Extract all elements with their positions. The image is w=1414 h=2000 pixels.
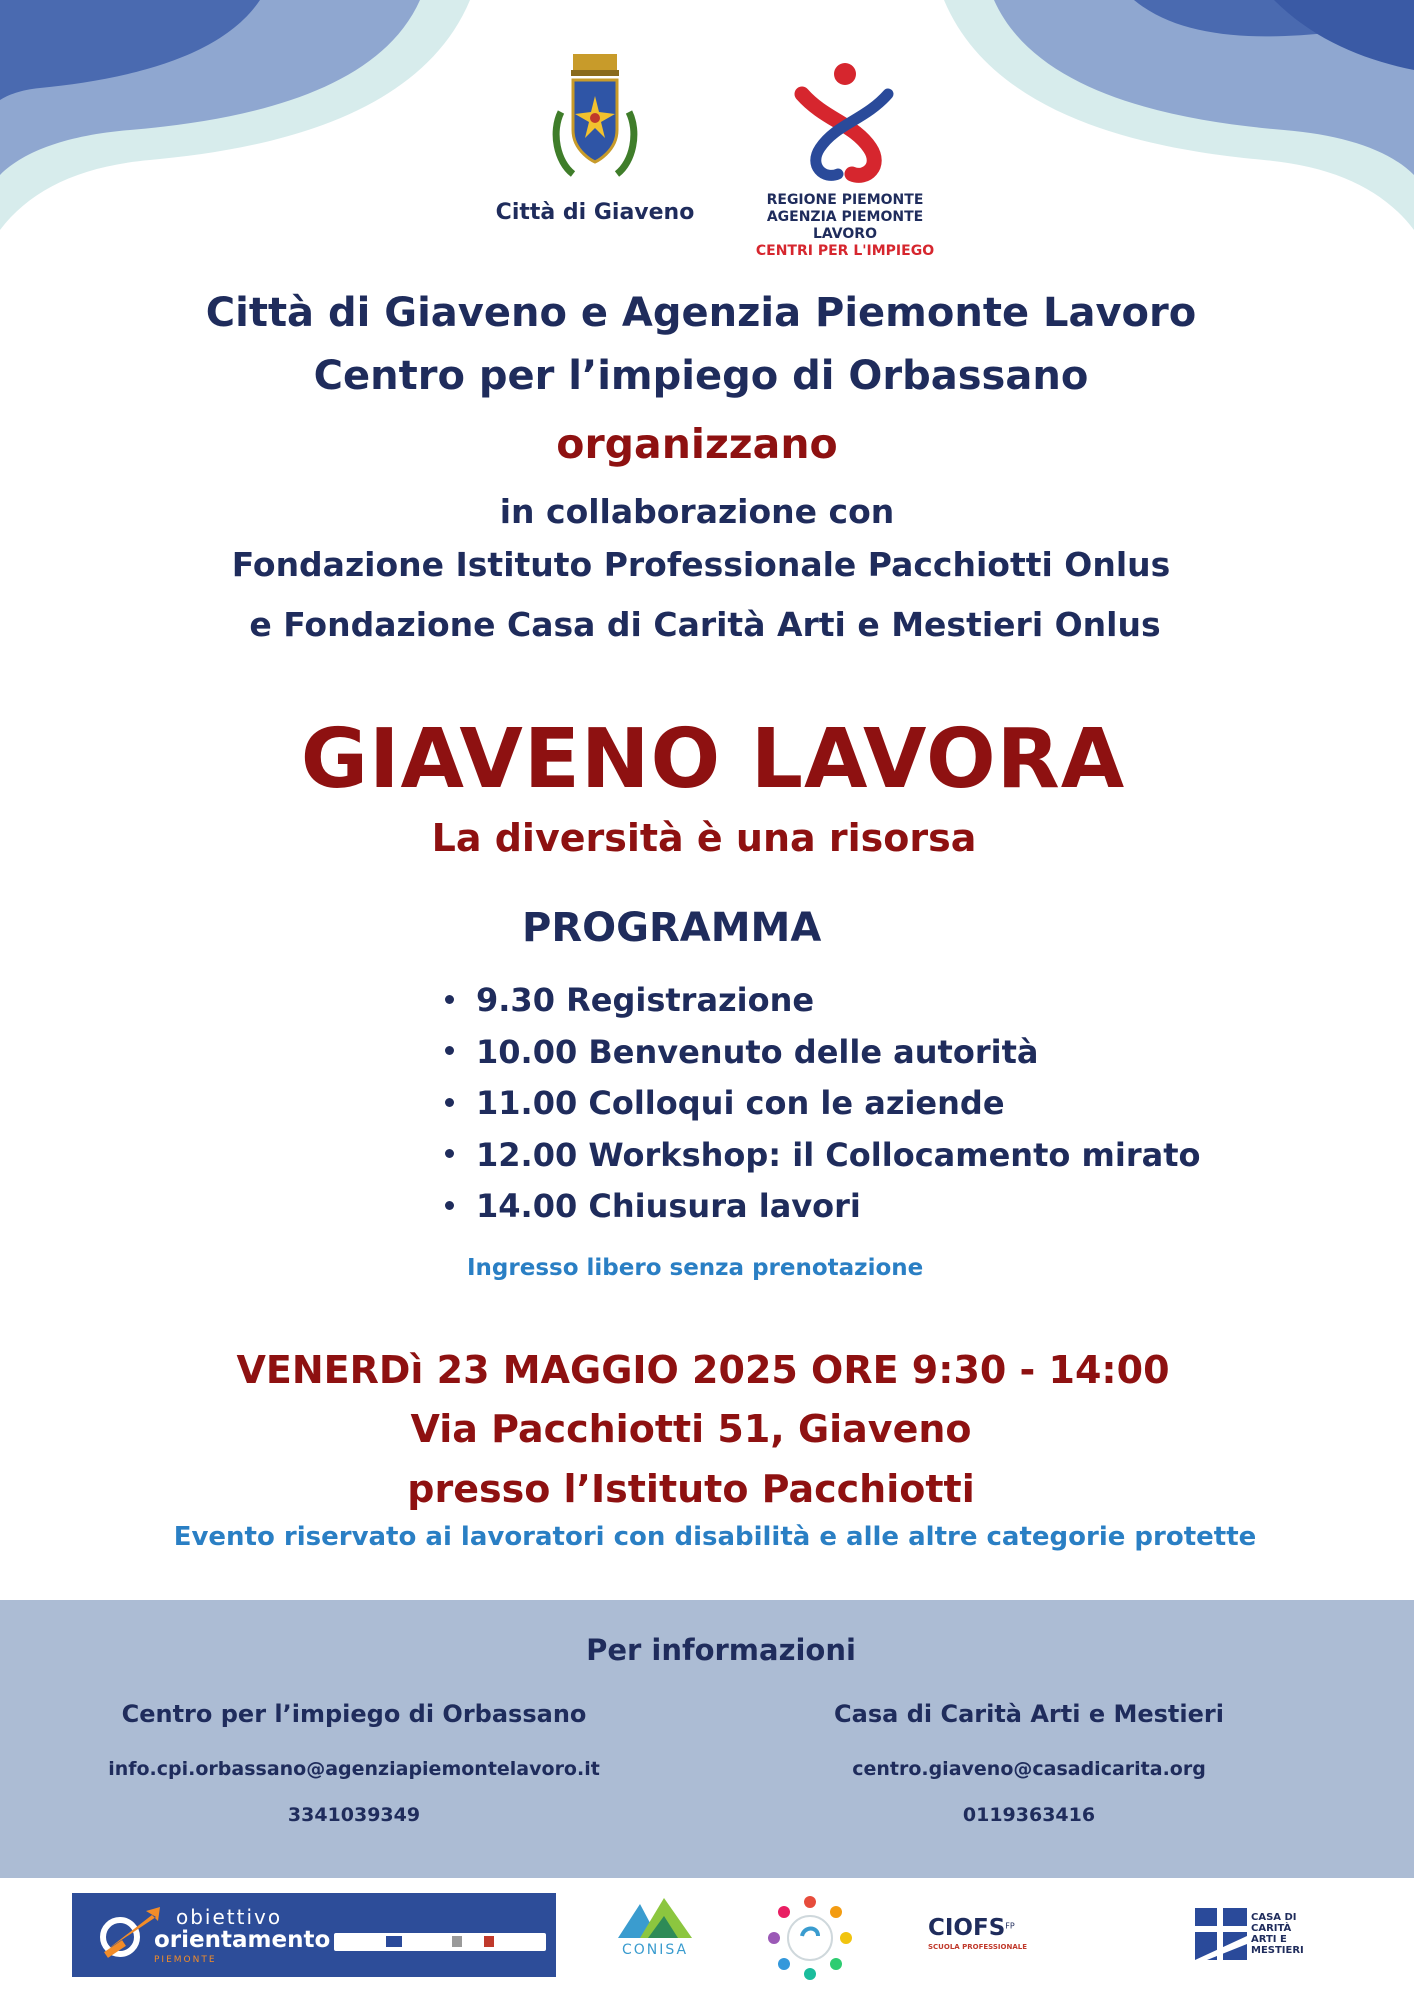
italy-emblem-icon (452, 1936, 462, 1947)
bullet-icon (445, 995, 454, 1004)
funding-logos-strip (334, 1933, 546, 1951)
collaborazione-label: in collaborazione con (499, 492, 895, 531)
casa-logo-line-1: CASA DI (1251, 1912, 1297, 1923)
obiettivo-text: obiettivo (176, 1905, 283, 1929)
event-address: Via Pacchiotti 51, Giaveno (410, 1407, 972, 1451)
organizzano-label: organizzano (556, 420, 838, 468)
regione-line-2: AGENZIA PIEMONTE LAVORO (766, 209, 924, 242)
giaveno-coat-of-arms (543, 52, 647, 182)
conisa-text: CONISA (621, 1942, 689, 1958)
audience-note: Evento riservato ai lavoratori con disabilità e alle altre categorie protette (173, 1522, 1257, 1552)
casa-title: Casa di Carità Arti e Mestieri (834, 1700, 1224, 1728)
ciofs-subtext: SCUOLA PROFESSIONALE (928, 1943, 1028, 1951)
obiettivo-region: PIEMONTE (154, 1955, 217, 1965)
programma-list (445, 975, 1200, 1233)
casa-carita-logo (1195, 1906, 1325, 1966)
casa-logo-line-4: MESTIERI (1251, 1945, 1304, 1956)
casa-carita-cross-icon (1195, 1908, 1247, 1960)
casa-logo-line-2: CARITÀ (1251, 1923, 1292, 1934)
fondazione-pacchiotti: Fondazione Istituto Professionale Pacchiotti Onlus (231, 545, 1171, 584)
bullet-icon (445, 1149, 454, 1158)
event-date: VENERDì 23 MAGGIO 2025 ORE 9:30 - 14:00 (236, 1348, 1170, 1392)
ingresso-note: Ingresso libero senza prenotazione (467, 1255, 924, 1281)
corner-wave-left (0, 0, 470, 260)
event-title: GIAVENO LAVORA (300, 712, 1126, 807)
casa-email-link[interactable]: centro.giaveno@casadicarita.org (852, 1758, 1206, 1780)
programma-item: 14.00 Chiusura lavori (445, 1181, 1200, 1233)
programma-item: 12.00 Workshop: il Collocamento mirato (445, 1130, 1200, 1182)
regione-piemonte-icon (790, 62, 900, 190)
event-subtitle: La diversità è una risorsa (431, 816, 977, 860)
eu-flag-icon (386, 1936, 402, 1947)
programma-item: 9.30 Registrazione (445, 975, 1200, 1027)
cpi-phone: 3341039349 (287, 1804, 421, 1826)
corner-wave-right (944, 0, 1414, 260)
orientamento-text: orientamento (154, 1927, 331, 1953)
conisa-logo (610, 1896, 700, 1976)
casa-logo-line-3: ARTI E (1251, 1934, 1287, 1945)
info-casa-carita (729, 1700, 1329, 1850)
bullet-icon (445, 1098, 454, 1107)
regione-mini-icon (484, 1936, 494, 1947)
programma-heading: PROGRAMMA (522, 905, 822, 951)
regione-line-3: CENTRI PER L'IMPIEGO (755, 243, 935, 259)
ciofs-text: CIOFS (928, 1915, 1006, 1941)
regione-line-1: REGIONE PIEMONTE (766, 192, 924, 208)
hands-circle-logo (768, 1896, 852, 1980)
ciofs-logo (928, 1915, 1038, 1965)
obiettivo-orientamento-logo (72, 1893, 556, 1977)
regione-logo (740, 62, 950, 259)
cpi-email-link[interactable]: info.cpi.orbassano@agenziapiemontelavoro.it (108, 1758, 600, 1780)
bullet-icon (445, 1046, 454, 1055)
casa-phone: 0119363416 (962, 1804, 1096, 1826)
fondazione-casa-carita: e Fondazione Casa di Carità Arti e Mestieri Onlus (249, 605, 1161, 644)
giaveno-logo (470, 52, 720, 232)
cpi-title: Centro per l’impiego di Orbassano (121, 1700, 587, 1728)
programma-item: 10.00 Benvenuto delle autorità (445, 1027, 1200, 1079)
programma-item: 11.00 Colloqui con le aziende (445, 1078, 1200, 1130)
intro-line-1: Città di Giaveno e Agenzia Piemonte Lavoro (205, 290, 1197, 336)
intro-line-2: Centro per l’impiego di Orbassano (313, 353, 1089, 399)
info-cpi-orbassano (54, 1700, 654, 1850)
event-venue: presso l’Istituto Pacchiotti (407, 1467, 975, 1511)
bullet-icon (445, 1201, 454, 1210)
ciofs-sup: FP (1005, 1921, 1015, 1931)
conisa-mountain-icon (618, 1898, 692, 1938)
giaveno-logo-label: Città di Giaveno (495, 200, 695, 225)
info-heading: Per informazioni (586, 1633, 856, 1667)
